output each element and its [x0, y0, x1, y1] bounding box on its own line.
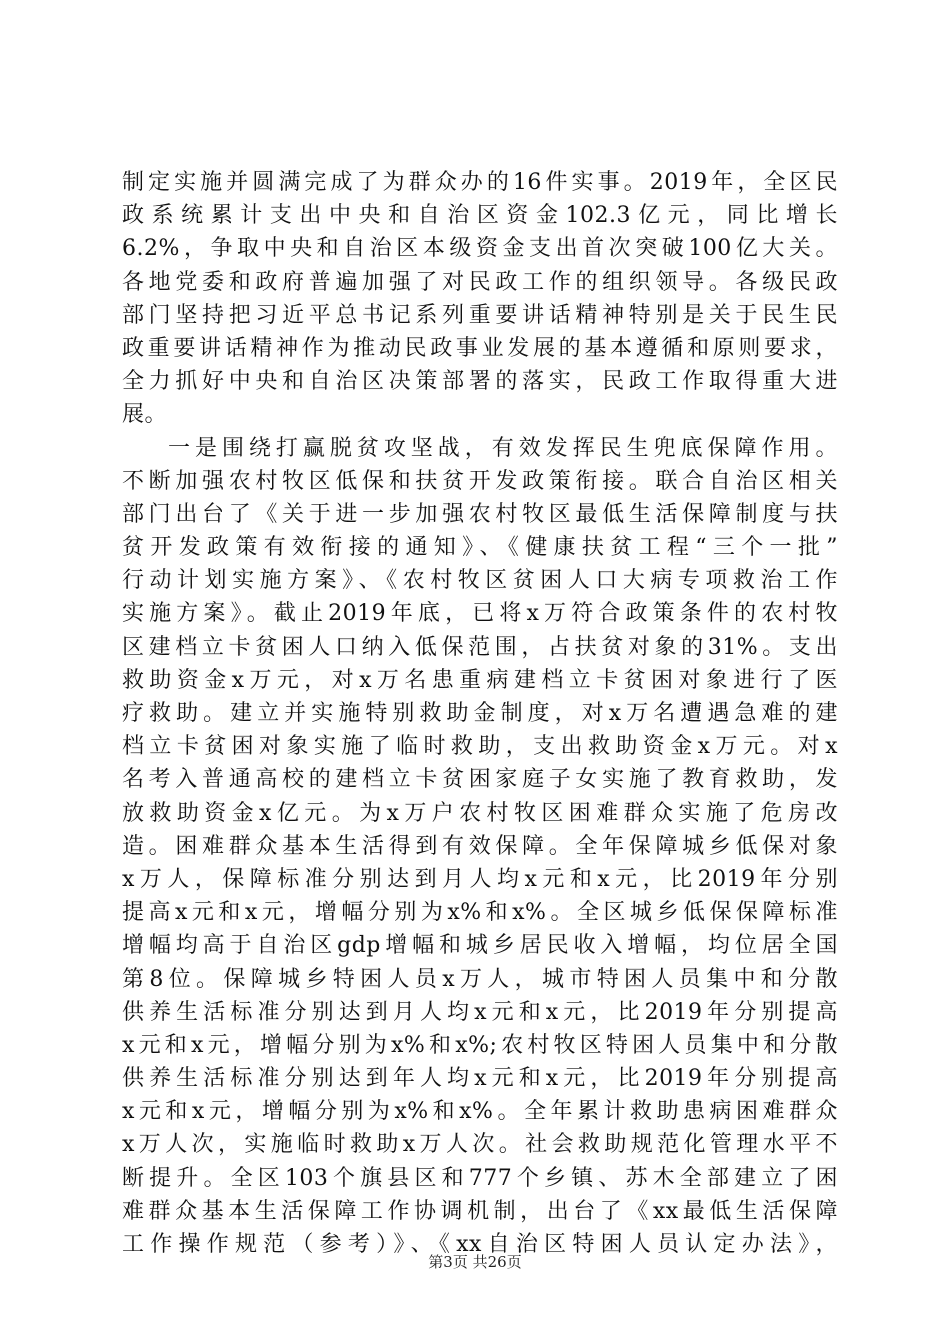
text-line: 展。: [122, 402, 168, 428]
document-body: [122, 166, 838, 1261]
text-line: 供养生活标准分别达到月人均x元和x元，比2019年分别提高: [122, 999, 838, 1025]
text-line: 部门坚持把习近平总书记系列重要讲话精神特别是关于民生民: [122, 302, 838, 328]
text-line: 全力抓好中央和自治区决策部署的落实，民政工作取得重大进: [122, 369, 838, 395]
text-line: 疗救助。建立并实施特别救助金制度，对x万名遭遇急难的建: [122, 701, 838, 726]
text-line: x万人次，实施临时救助x万人次。社会救助规范化管理水平不: [122, 1132, 838, 1158]
text-line: 区建档立卡贫困人口纳入低保范围，占扶贫对象的31%。支出: [122, 634, 838, 660]
text-line: 造。困难群众基本生活得到有效保障。全年保障城乡低保对象: [122, 833, 838, 859]
text-line: 供养生活标准分别达到年人均x元和x元，比2019年分别提高: [122, 1066, 838, 1092]
text-line: x万人，保障标准分别达到月人均x元和x元，比2019年分别: [122, 866, 838, 892]
text-line: 制定实施并圆满完成了为群众办的16件实事。2019年，全区民: [122, 170, 838, 195]
text-line: 提高x元和x元，增幅分别为x%和x%。全区城乡低保保障标准: [122, 900, 838, 926]
paragraph-2: [122, 432, 838, 1262]
text-line: 行动计划实施方案》、《农村牧区贫困人口大病专项救治工作: [122, 568, 838, 594]
text-line: 放救助资金x亿元。为x万户农村牧区困难群众实施了危房改: [122, 800, 838, 826]
text-line: 各地党委和政府普遍加强了对民政工作的组织领导。各级民政: [122, 269, 838, 295]
text-line: 第8位。保障城乡特困人员x万人，城市特困人员集中和分散: [122, 966, 838, 992]
text-line: 增幅均高于自治区gdp增幅和城乡居民收入增幅，均位居全国: [122, 933, 838, 959]
text-line: 政系统累计支出中央和自治区资金102.3亿元，同比增长: [122, 203, 838, 229]
text-line: 救助资金x万元，对x万名患重病建档立卡贫困对象进行了医: [122, 667, 838, 693]
text-line: 断提升。全区103个旗县区和777个乡镇、苏木全部建立了困: [122, 1165, 838, 1191]
text-line: 档立卡贫困对象实施了临时救助，支出救助资金x万元。对x: [122, 734, 838, 760]
text-line: 工作操作规范（参考）》、《xx自治区特困人员认定办法》，: [122, 1232, 838, 1257]
text-line: 实施方案》。截止2019年底，已将x万符合政策条件的农村牧: [122, 601, 838, 627]
text-line: 部门出台了《关于进一步加强农村牧区最低生活保障制度与扶: [122, 501, 838, 527]
text-line: 政重要讲话精神作为推动民政事业发展的基本遵循和原则要求，: [122, 335, 838, 361]
text-line: 贫开发政策有效衔接的通知》、《健康扶贫工程“三个一批”: [122, 535, 838, 561]
text-line: 6.2%，争取中央和自治区本级资金支出首次突破100亿大关。: [122, 236, 838, 262]
page-footer: 第3页 共26页: [428, 1253, 522, 1271]
text-line: x元和x元，增幅分别为x%和x%。全年累计救助患病困难群众: [122, 1099, 838, 1125]
text-line: 不断加强农村牧区低保和扶贫开发政策衔接。联合自治区相关: [122, 468, 838, 494]
text-line: 名考入普通高校的建档立卡贫困家庭子女实施了教育救助，发: [122, 767, 838, 793]
paragraph-1: [122, 166, 838, 432]
text-line: x元和x元，增幅分别为x%和x%;农村牧区特困人员集中和分散: [122, 1032, 838, 1058]
text-line: 一是围绕打赢脱贫攻坚战，有效发挥民生兜底保障作用。: [168, 435, 838, 461]
text-line: 难群众基本生活保障工作协调机制，出台了《xx最低生活保障: [122, 1198, 838, 1224]
